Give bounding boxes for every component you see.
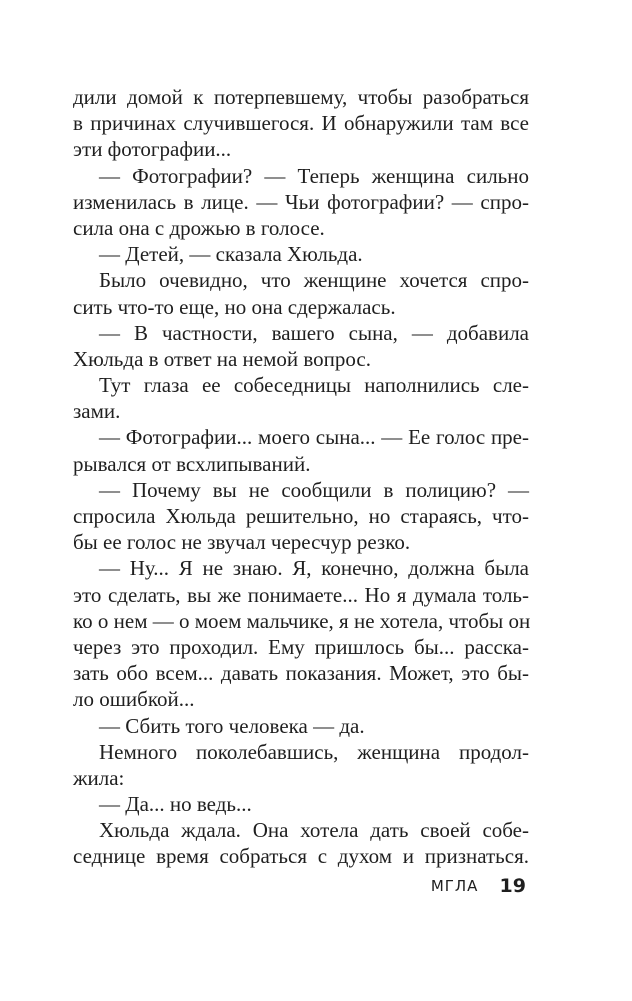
text-line: Немного поколебавшись, женщина продол- [99,739,529,764]
text-line: Тут глаза ее собеседницы наполнились сле- [99,373,529,398]
text-line: эти фотографии... [73,137,232,162]
text-line: Хюльда в ответ на немой вопрос. [73,346,371,371]
text-line: это сделать, вы же понимаете... Но я думала толь- [73,582,529,607]
text-line: — Фотографии? — Теперь женщина сильно [99,163,529,188]
text-line: Хюльда ждала. Она хотела дать своей собе- [99,818,529,843]
text-line: спросила Хюльда решительно, но стараясь, что- [73,504,529,528]
text-line: сила она с дрожью в голосе. [73,215,325,240]
text-line: бы ее голос не звучал чересчур резко. [73,530,411,555]
text-line: в причинах случившегося. И обнаружили там все [73,111,529,136]
text-line: — Сбить того человека — да. [99,713,365,738]
text-line: — Почему вы не сообщили в полицию? — [99,477,529,502]
text-line: — Да... но ведь... [99,792,252,817]
text-line: — Детей, — сказала Хюльда. [99,242,363,267]
text-line: рывался от всхлипываний. [73,451,311,476]
page-footer [431,875,526,897]
body-text [73,84,529,870]
text-line: дили домой к потерпевшему, чтобы разобраться [73,85,529,109]
text-line: седнице время собраться с духом и признаться. [73,844,529,869]
text-line: сить что-то еще, но она сдержалась. [73,294,396,319]
text-line: — Ну... Я не знаю. Я, конечно, должна была [99,556,529,581]
text-line: зать обо всем... давать показания. Может, это бы- [73,661,529,686]
text-line: Было очевидно, что женщине хочется спро- [99,268,529,293]
text-line: — Фотографии... моего сына... — Ее голос пре- [99,425,529,450]
running-title: МГЛА [430,877,479,895]
text-line: зами. [73,399,121,424]
text-line: ко о нем — о моем мальчике, я не хотела, чтобы он [73,608,531,633]
text-line: жила: [73,765,125,790]
text-line: изменилась в лице. — Чьи фотографии? — спро- [73,189,529,214]
page-number: 19 [499,875,526,897]
text-line: — В частности, вашего сына, — добавила [99,320,529,345]
text-line: через это проходил. Ему пришлось бы... расска- [73,634,529,659]
text-line: ло ошибкой... [73,687,195,712]
